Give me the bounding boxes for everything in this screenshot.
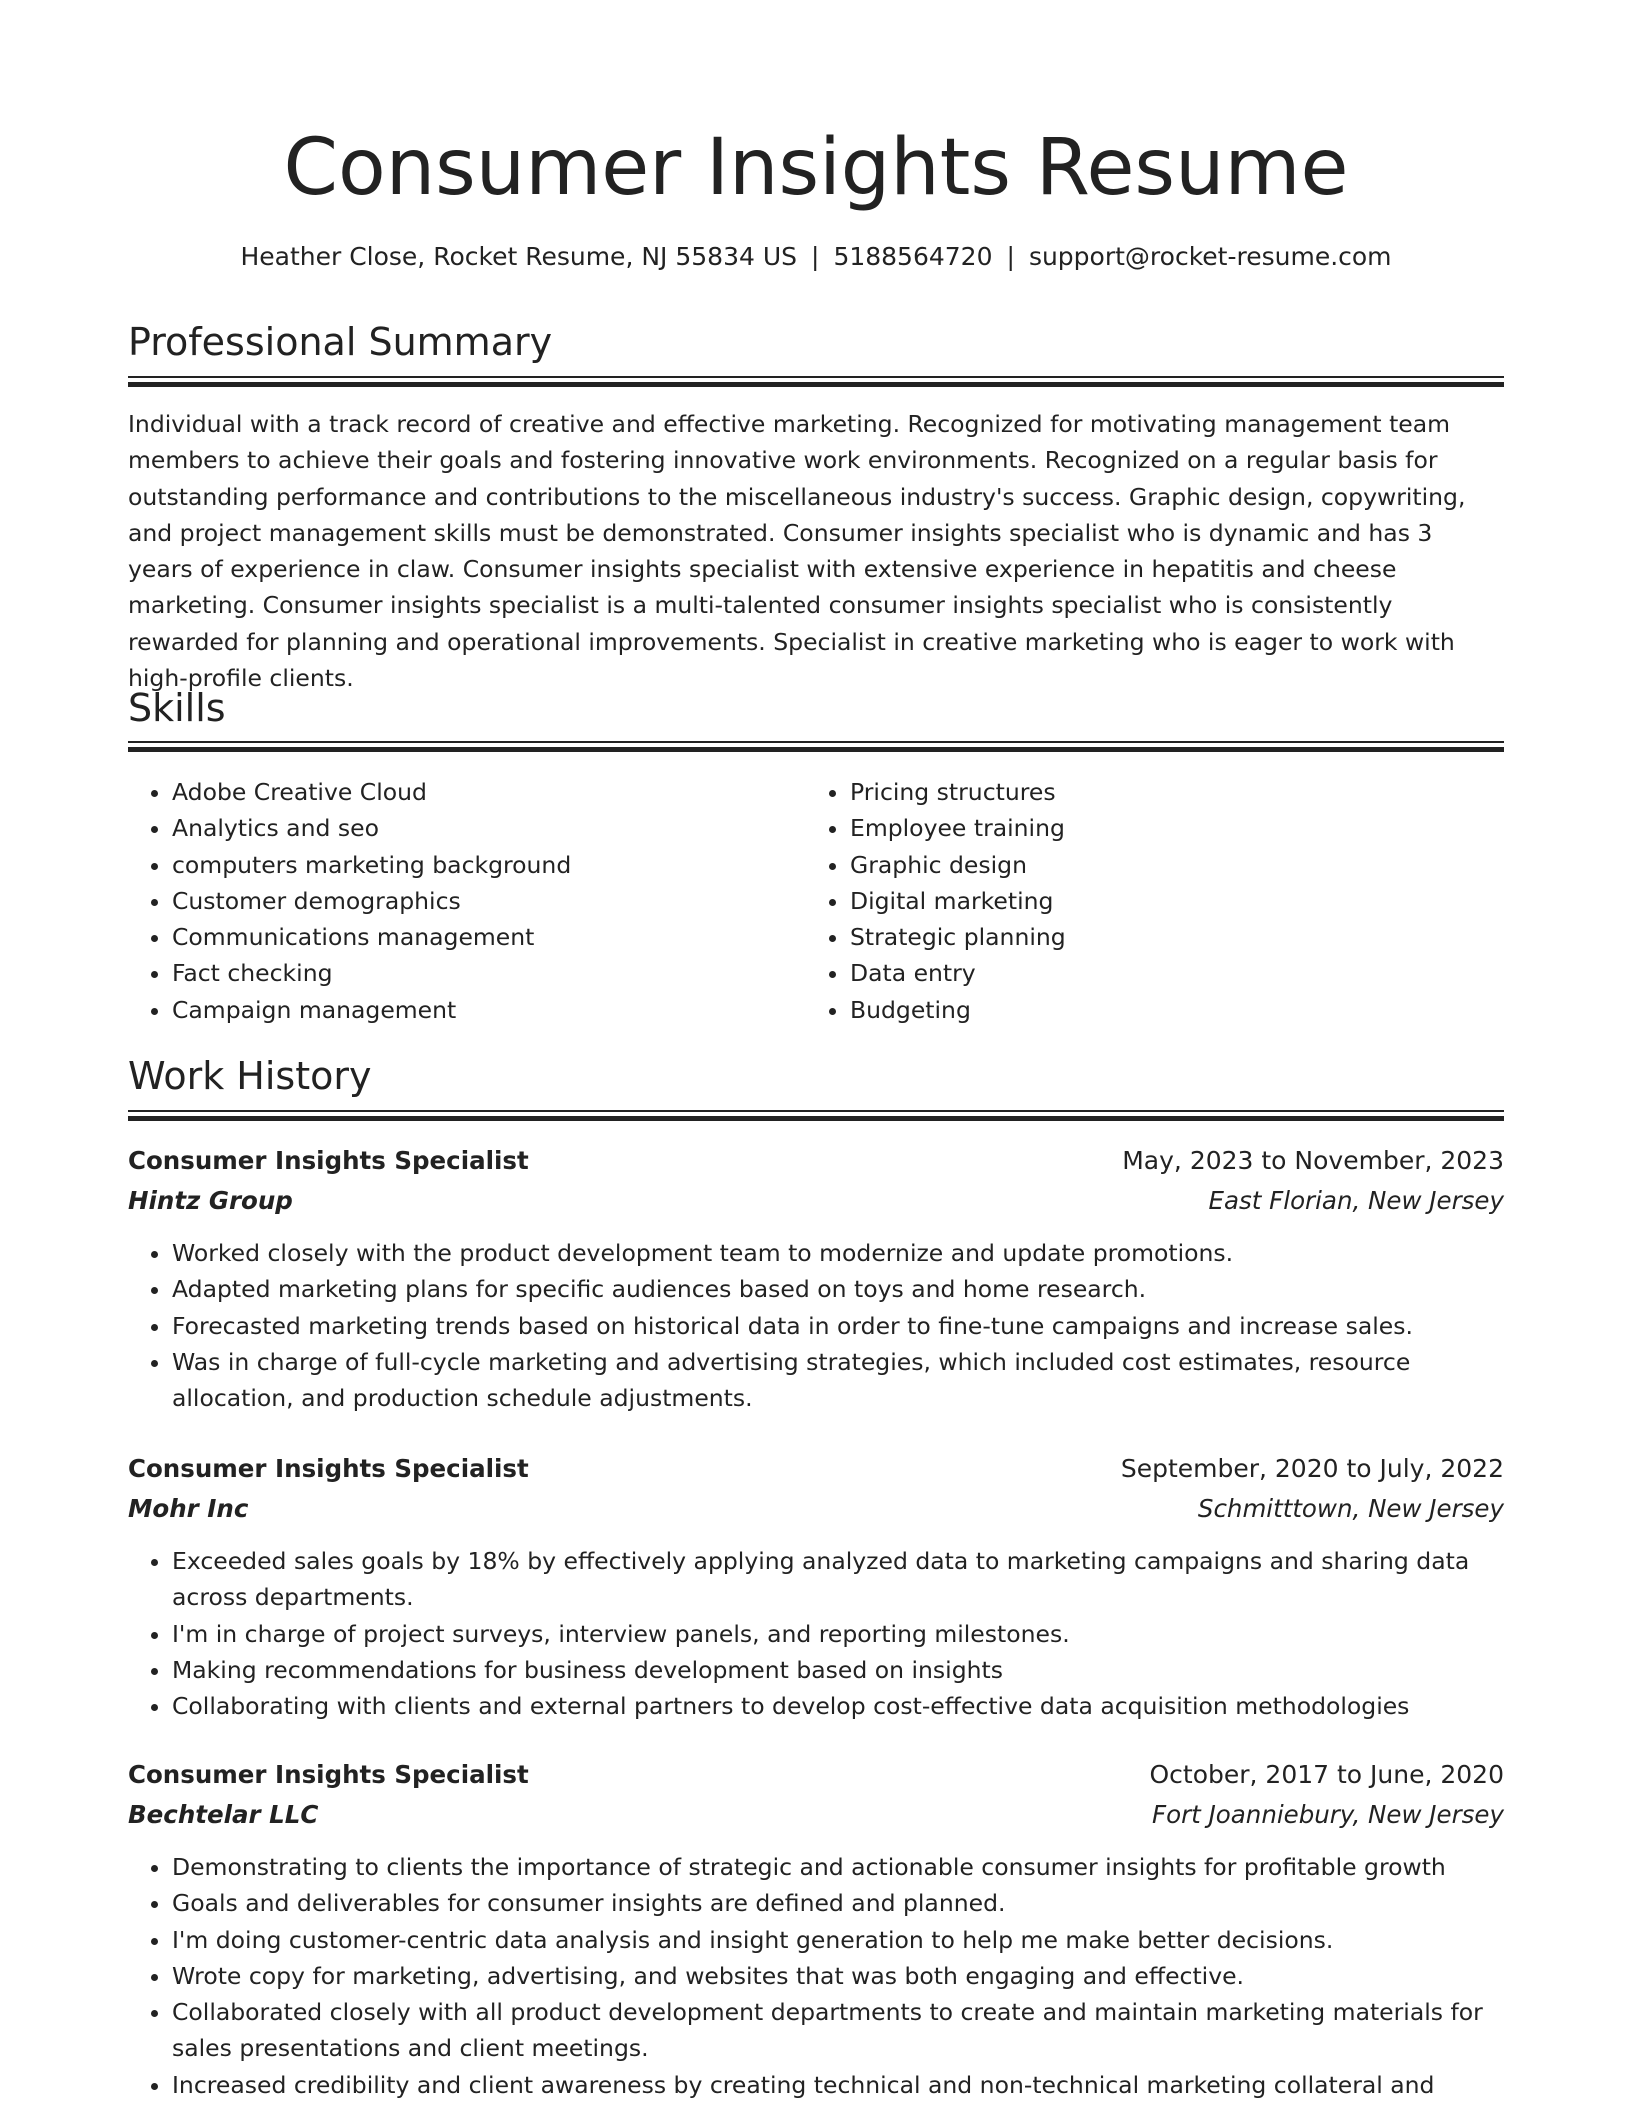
skill-item: • Adobe Creative Cloud xyxy=(172,774,832,810)
job-bullet: • Adapted marketing plans for specific audiences based on toys and home research. xyxy=(172,1271,1504,1307)
job-bullets xyxy=(128,1543,1504,1724)
job-bullet: • Worked closely with the product development team to modernize and update promotions. xyxy=(172,1235,1504,1271)
job-dates: May, 2023 to November, 2023 xyxy=(1122,1146,1504,1175)
contact-separator: | xyxy=(1006,242,1015,271)
job-company: Mohr Inc xyxy=(128,1494,249,1523)
job-bullet: • I'm in charge of project surveys, interview panels, and reporting milestones. xyxy=(172,1616,1504,1652)
job-title: Consumer Insights Specialist xyxy=(128,1454,529,1483)
skill-item: • Data entry xyxy=(850,955,1510,991)
job-bullets xyxy=(128,1235,1504,1416)
job-bullets xyxy=(128,1849,1504,2103)
job-title: Consumer Insights Specialist xyxy=(128,1760,529,1789)
skill-item: • Communications management xyxy=(172,919,832,955)
skill-item: • Budgeting xyxy=(850,992,1510,1028)
contact-line xyxy=(128,240,1504,274)
job-location: East Florian, New Jersey xyxy=(1208,1186,1504,1215)
job-bullet: • Was in charge of full-cycle marketing and advertising strategies, which included cost estimates, resource allocation, and production schedule adjustments. xyxy=(172,1344,1504,1417)
section-title-work-history: Work History xyxy=(128,1054,372,1098)
job-bullet: • Collaborating with clients and external partners to develop cost-effective data acquisition methodologies xyxy=(172,1688,1504,1724)
section-divider xyxy=(128,376,1504,387)
section-title-skills: Skills xyxy=(128,686,226,730)
contact-separator: | xyxy=(811,242,820,271)
job-location: Schmitttown, New Jersey xyxy=(1197,1494,1504,1523)
job-bullet: • Making recommendations for business development based on insights xyxy=(172,1652,1504,1688)
job-bullet: • Wrote copy for marketing, advertising, and websites that was both engaging and effective. xyxy=(172,1958,1504,1994)
skill-item: • Fact checking xyxy=(172,955,832,991)
skill-item: • Analytics and seo xyxy=(172,810,832,846)
section-divider xyxy=(128,1110,1504,1121)
job-entry xyxy=(128,1141,1504,1416)
skill-item: • Strategic planning xyxy=(850,919,1510,955)
resume-title: Consumer Insights Resume xyxy=(283,123,1349,213)
job-title: Consumer Insights Specialist xyxy=(128,1146,529,1175)
contact-phone: 5188564720 xyxy=(833,242,993,271)
skill-item: • Campaign management xyxy=(172,992,832,1028)
skill-item: • Graphic design xyxy=(850,847,1510,883)
job-bullet: • Collaborated closely with all product development departments to create and maintain marketing materials for sales presentations and client meetings. xyxy=(172,1994,1504,2067)
job-company: Hintz Group xyxy=(128,1186,293,1215)
job-bullet: • Demonstrating to clients the importance of strategic and actionable consumer insights for profitable growth xyxy=(172,1849,1504,1885)
job-bullet: • Increased credibility and client awareness by creating technical and non-technical marketing collateral and xyxy=(172,2067,1504,2103)
section-divider xyxy=(128,741,1504,752)
section-title-summary: Professional Summary xyxy=(128,320,553,364)
skill-item: • Customer demographics xyxy=(172,883,832,919)
job-bullet: • Exceeded sales goals by 18% by effectively applying analyzed data to marketing campaigns and sharing data across departments. xyxy=(172,1543,1504,1616)
job-entry xyxy=(128,1755,1504,2103)
skill-item: • computers marketing background xyxy=(172,847,832,883)
job-bullet: • Forecasted marketing trends based on historical data in order to fine-tune campaigns and increase sales. xyxy=(172,1308,1504,1344)
job-location: Fort Joanniebury, New Jersey xyxy=(1152,1800,1504,1829)
skills-list-left xyxy=(128,774,832,1028)
skill-item: • Pricing structures xyxy=(850,774,1510,810)
job-dates: September, 2020 to July, 2022 xyxy=(1120,1454,1504,1483)
job-bullet: • Goals and deliverables for consumer insights are defined and planned. xyxy=(172,1885,1504,1921)
contact-name-address: Heather Close, Rocket Resume, NJ 55834 US xyxy=(240,242,797,271)
skills-list-right xyxy=(806,774,1510,1028)
skill-item: • Employee training xyxy=(850,810,1510,846)
contact-email: support@rocket-resume.com xyxy=(1028,242,1392,271)
summary-text: Individual with a track record of creative and effective marketing. Recognized for motivating management team members to achieve their goals and fostering innovative work environments. Recognized on a regular basis for outstanding performance and contributions to the miscellaneous industry's success. Graphic design, copywriting, and project management skills must be demonstrated. Consumer insights specialist who is dynamic and has 3 years of experience in claw. Consumer insights specialist with extensive experience in hepatitis and cheese marketing. Consumer insights specialist is a multi-talented consumer insights specialist who is consistently rewarded for planning and operational improvements. Specialist in creative marketing who is eager to work with high-profile clients. xyxy=(128,410,1466,693)
job-bullet: • I'm doing customer-centric data analysis and insight generation to help me make better decisions. xyxy=(172,1922,1504,1958)
job-dates: October, 2017 to June, 2020 xyxy=(1149,1760,1504,1789)
job-entry xyxy=(128,1449,1504,1724)
job-company: Bechtelar LLC xyxy=(128,1800,319,1829)
skill-item: • Digital marketing xyxy=(850,883,1510,919)
